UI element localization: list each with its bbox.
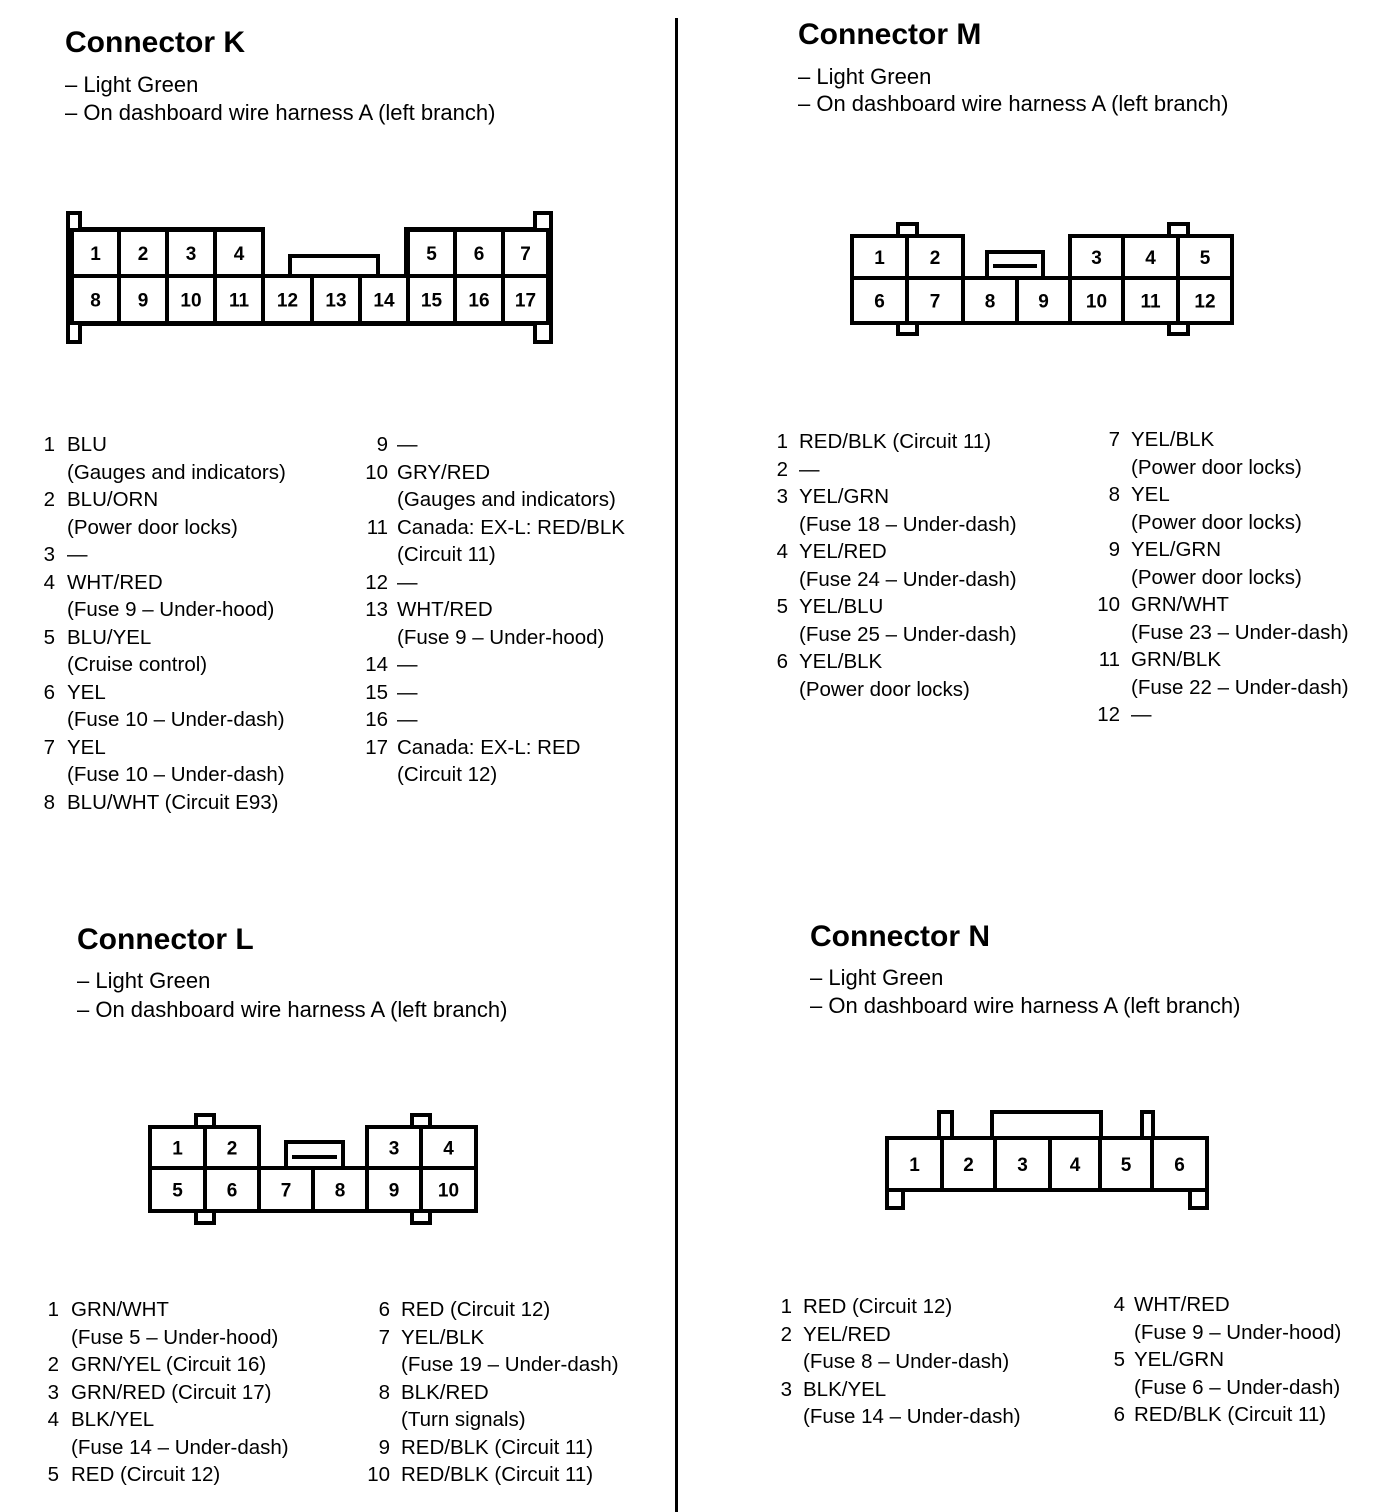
pin-list-item: [0, 646, 1392, 674]
pin-number: 11: [366, 515, 388, 539]
pin-number: 5: [43, 625, 55, 649]
connector-outline: [1142, 1112, 1153, 1138]
pin-cavity-label: 2: [929, 248, 941, 269]
pin-list-item: [0, 761, 1392, 789]
pin-number: 12: [1097, 703, 1120, 726]
wire-color: —: [67, 543, 88, 566]
pin-cavity-label: 11: [1140, 291, 1161, 313]
pin-cavity-label: 16: [468, 290, 490, 312]
pin-cavity-label: 2: [137, 244, 149, 265]
pin-number: 6: [378, 1298, 390, 1321]
connector-n-diagram: [887, 1112, 1207, 1208]
connector-note: – Light Green: [798, 64, 932, 89]
wire-color: RED (Circuit 12): [803, 1295, 953, 1318]
pin-cavity-label: 5: [1199, 248, 1211, 269]
wire-color: YEL/GRN: [1134, 1348, 1224, 1371]
wire-color: RED/BLK (Circuit 11): [401, 1463, 594, 1486]
pin-number: 3: [776, 485, 788, 508]
connector-title: Connector L: [77, 923, 254, 956]
pin-list-item: [0, 1434, 1392, 1462]
pin-cavity-label: 6: [226, 1180, 238, 1202]
connector-note: – Light Green: [810, 965, 944, 990]
wire-color: YEL/GRN: [1131, 538, 1221, 561]
pin-number: 1: [47, 1298, 59, 1321]
pin-number: 9: [376, 433, 388, 456]
pin-cavity-label: 9: [1038, 291, 1049, 313]
pin-cavity-label: 13: [325, 290, 347, 312]
pin-number: 4: [47, 1408, 59, 1431]
pin-number: 4: [776, 540, 788, 563]
connector-note: – Light Green: [77, 968, 211, 993]
pin-list-item: [0, 619, 1392, 647]
pin-number: 14: [365, 653, 388, 676]
wire-color: —: [397, 433, 418, 456]
pin-number: 6: [43, 680, 55, 704]
connector-l-diagram: [150, 1115, 476, 1223]
pin-cavity-label: 8: [90, 290, 101, 312]
pin-cavity-label: 12: [276, 290, 299, 312]
wire-color: BLU/WHT (Circuit E93): [67, 790, 279, 814]
wire-color: BLU: [67, 433, 107, 456]
circuit-description: (Fuse 14 – Under-dash): [71, 1435, 289, 1459]
pin-list-item: [0, 454, 1392, 482]
circuit-description: (Power door locks): [1131, 565, 1302, 589]
connector-title: Connector N: [810, 920, 990, 953]
wire-color: YEL: [67, 680, 106, 704]
wire-color: —: [799, 457, 820, 481]
pin-cavity-label: 12: [1194, 291, 1216, 313]
pin-list-item: [0, 701, 1392, 729]
pin-list-item: [0, 1346, 1392, 1374]
connector-outline: [939, 1112, 952, 1138]
wire-color: BLK/YEL: [71, 1408, 155, 1431]
pin-list-item: [0, 674, 1392, 702]
circuit-description: (Fuse 5 – Under-hood): [71, 1325, 279, 1349]
pin-list-item: [0, 1374, 1392, 1402]
pin-cavity-label: 7: [929, 291, 941, 313]
wire-color: YEL/BLK: [799, 650, 883, 673]
circuit-description: (Gauges and indicators): [397, 488, 616, 511]
circuit-description: (Turn signals): [401, 1408, 526, 1431]
pin-cavity-label: 4: [1069, 1155, 1081, 1176]
pin-number: 13: [365, 598, 388, 621]
wire-color: —: [397, 570, 418, 594]
pin-cavity-label: 10: [1085, 291, 1108, 313]
pin-list-item: [0, 426, 1392, 454]
pin-cavity-label: 4: [1145, 248, 1156, 269]
wire-color: Canada: EX-L: RED/BLK: [397, 515, 625, 539]
connector-note: – On dashboard wire harness A (left branch): [77, 997, 508, 1022]
pin-cavity-label: 17: [514, 290, 537, 312]
pin-cavity-label: 3: [1017, 1155, 1028, 1176]
pin-number: 10: [1097, 593, 1120, 616]
wire-color: —: [397, 680, 418, 704]
circuit-description: (Circuit 12): [397, 763, 498, 786]
pin-list-column: [0, 426, 1392, 729]
pin-number: 5: [776, 595, 788, 618]
pin-number: 7: [43, 735, 55, 759]
circuit-description: (Power door locks): [799, 677, 970, 701]
circuit-description: (Cruise control): [67, 653, 208, 676]
wire-color: WHT/RED: [67, 570, 163, 594]
wire-color: WHT/RED: [397, 598, 493, 621]
wire-color: BLK/YEL: [803, 1377, 887, 1401]
pin-cavity-label: 3: [185, 244, 197, 265]
pin-number: 10: [365, 460, 388, 484]
pin-number: 8: [43, 790, 55, 814]
circuit-description: (Fuse 14 – Under-dash): [803, 1405, 1021, 1428]
wire-color: YEL/RED: [803, 1322, 891, 1346]
wire-color: GRN/RED (Circuit 17): [71, 1380, 272, 1404]
wire-color: RED/BLK (Circuit 11): [401, 1435, 594, 1459]
pin-number: 4: [43, 570, 55, 594]
pin-number: 6: [776, 650, 788, 673]
pin-cavity-label: 6: [473, 244, 485, 265]
pin-cavity-label: 2: [226, 1138, 238, 1160]
pin-list-item: [0, 536, 1392, 564]
pin-list-item: [0, 481, 1392, 509]
pin-cavity-label: 10: [180, 290, 202, 312]
pin-list-item: [0, 1291, 1392, 1319]
pin-number: 11: [1098, 648, 1120, 671]
circuit-description: (Fuse 9 – Under-hood): [1134, 1320, 1342, 1344]
pin-number: 16: [365, 708, 388, 731]
circuit-description: (Fuse 23 – Under-dash): [1131, 620, 1349, 644]
pin-number: 3: [47, 1380, 59, 1404]
wire-color: —: [1131, 703, 1152, 726]
pin-number: 9: [378, 1435, 390, 1459]
pin-number: 15: [365, 680, 388, 704]
pin-number: 3: [43, 543, 55, 566]
circuit-description: (Fuse 25 – Under-dash): [799, 622, 1017, 646]
pin-number: 7: [378, 1325, 390, 1349]
pin-list-column: [0, 1291, 1392, 1429]
wire-color: RED/BLK (Circuit 11): [1134, 1403, 1327, 1426]
pin-list-item: [0, 564, 1392, 592]
circuit-description: (Fuse 19 – Under-dash): [401, 1353, 619, 1376]
circuit-description: (Fuse 24 – Under-dash): [799, 567, 1017, 591]
wire-color: GRY/RED: [397, 460, 491, 484]
wire-color: YEL/BLK: [1131, 428, 1215, 451]
pin-cavity-label: 5: [172, 1180, 183, 1202]
connector-note: – On dashboard wire harness A (left branch): [65, 100, 496, 125]
pin-number: 3: [780, 1377, 792, 1401]
pin-number: 1: [780, 1295, 792, 1318]
pin-number: 7: [1108, 428, 1120, 451]
pin-cavity-label: 1: [90, 244, 101, 265]
connector-outline: [992, 1112, 1101, 1138]
pin-cavity-label: 14: [373, 290, 395, 312]
pin-cavity-label: 1: [874, 248, 885, 269]
wire-color: YEL/GRN: [799, 485, 889, 508]
wire-color: YEL/RED: [799, 540, 887, 563]
pin-number: 8: [1108, 483, 1120, 506]
pin-number: 5: [47, 1463, 59, 1486]
pin-number: 2: [780, 1322, 792, 1346]
pin-number: 2: [43, 488, 55, 511]
pin-cavity-label: 5: [1120, 1155, 1132, 1176]
circuit-description: (Fuse 9 – Under-hood): [397, 625, 605, 649]
pin-number: 8: [378, 1380, 390, 1404]
connector-note: – On dashboard wire harness A (left branch): [798, 91, 1229, 116]
pin-cavity-label: 8: [984, 291, 996, 313]
pin-number: 12: [365, 570, 388, 594]
circuit-description: (Circuit 11): [397, 543, 496, 566]
wire-color: YEL/BLK: [401, 1325, 485, 1349]
pin-cavity-label: 8: [334, 1180, 346, 1202]
pin-cavity-label: 15: [420, 290, 443, 312]
pin-cavity-label: 6: [874, 291, 885, 313]
pin-cavity-label: 2: [963, 1155, 974, 1176]
pin-cavity-label: 6: [1174, 1155, 1185, 1176]
pin-list-item: [0, 1401, 1392, 1429]
wire-color: BLU/YEL: [67, 625, 152, 649]
circuit-description: (Power door locks): [1131, 455, 1302, 479]
pin-cavity-label: 11: [228, 290, 250, 312]
wire-color: Canada: EX-L: RED: [397, 735, 581, 759]
circuit-description: (Fuse 22 – Under-dash): [1131, 675, 1349, 699]
wire-color: —: [397, 653, 418, 676]
wire-color: RED (Circuit 12): [401, 1298, 551, 1321]
circuit-description: (Fuse 10 – Under-dash): [67, 708, 285, 731]
circuit-description: (Fuse 8 – Under-dash): [803, 1350, 1010, 1373]
wire-color: YEL: [67, 735, 106, 759]
wire-color: GRN/BLK: [1131, 648, 1221, 671]
connector-title: Connector K: [65, 26, 245, 59]
pin-cavity-label: 5: [426, 244, 437, 265]
pin-number: 10: [367, 1463, 390, 1486]
wire-color: —: [397, 708, 418, 731]
wire-color: WHT/RED: [1134, 1293, 1230, 1316]
pin-cavity-label: 9: [388, 1180, 400, 1202]
pin-number: 6: [1113, 1403, 1125, 1426]
wire-color: YEL/BLU: [799, 595, 884, 618]
circuit-description: (Fuse 18 – Under-dash): [799, 512, 1017, 536]
connector-note: – On dashboard wire harness A (left branch): [810, 993, 1241, 1018]
wire-color: BLU/ORN: [67, 488, 159, 511]
circuit-description: (Fuse 6 – Under-dash): [1134, 1375, 1341, 1399]
connector-outline: [887, 1138, 1207, 1208]
circuit-description: (Power door locks): [1131, 510, 1302, 534]
wire-color: GRN/WHT: [71, 1298, 169, 1321]
pin-cavity-label: 7: [280, 1180, 292, 1202]
pin-list-item: [0, 591, 1392, 619]
wire-color: BLK/RED: [401, 1380, 489, 1404]
pin-list-item: [0, 509, 1392, 537]
pin-list-item: [0, 734, 1392, 762]
circuit-description: (Power door locks): [67, 515, 238, 539]
pin-cavity-label: 3: [388, 1138, 400, 1160]
pin-list-item: [0, 789, 1392, 817]
pin-cavity-label: 1: [172, 1138, 183, 1160]
connector-m-diagram: [852, 224, 1232, 334]
pin-cavity-label: 7: [520, 244, 531, 265]
connector-title: Connector M: [798, 18, 982, 51]
pin-number: 9: [1108, 538, 1120, 561]
pin-number: 1: [43, 433, 55, 456]
pin-cavity-label: 10: [437, 1180, 460, 1202]
pin-cavity-label: 4: [233, 244, 245, 265]
pin-number: 1: [776, 430, 788, 453]
connector-note: – Light Green: [65, 72, 199, 97]
wire-color: RED (Circuit 12): [71, 1463, 221, 1486]
pin-cavity-label: 9: [137, 290, 149, 312]
wire-color: GRN/YEL (Circuit 16): [71, 1353, 267, 1376]
pin-number: 2: [776, 457, 788, 481]
circuit-description: (Fuse 9 – Under-hood): [67, 598, 275, 621]
circuit-description: (Gauges and indicators): [67, 460, 286, 484]
wire-color: YEL: [1131, 483, 1170, 506]
pin-list-item: [0, 1319, 1392, 1347]
pin-number: 4: [1113, 1293, 1125, 1316]
pin-number: 2: [47, 1353, 59, 1376]
connector-k-diagram: [68, 213, 551, 342]
wire-color: GRN/WHT: [1131, 593, 1229, 616]
pin-cavity-label: 3: [1091, 248, 1102, 269]
wire-color: RED/BLK (Circuit 11): [799, 430, 992, 453]
pin-cavity-label: 4: [443, 1138, 454, 1160]
pin-number: 17: [365, 735, 388, 759]
pin-cavity-label: 1: [909, 1155, 920, 1176]
circuit-description: (Fuse 10 – Under-dash): [67, 763, 285, 786]
pin-number: 5: [1113, 1348, 1125, 1371]
pin-list-item: [0, 1461, 1392, 1489]
